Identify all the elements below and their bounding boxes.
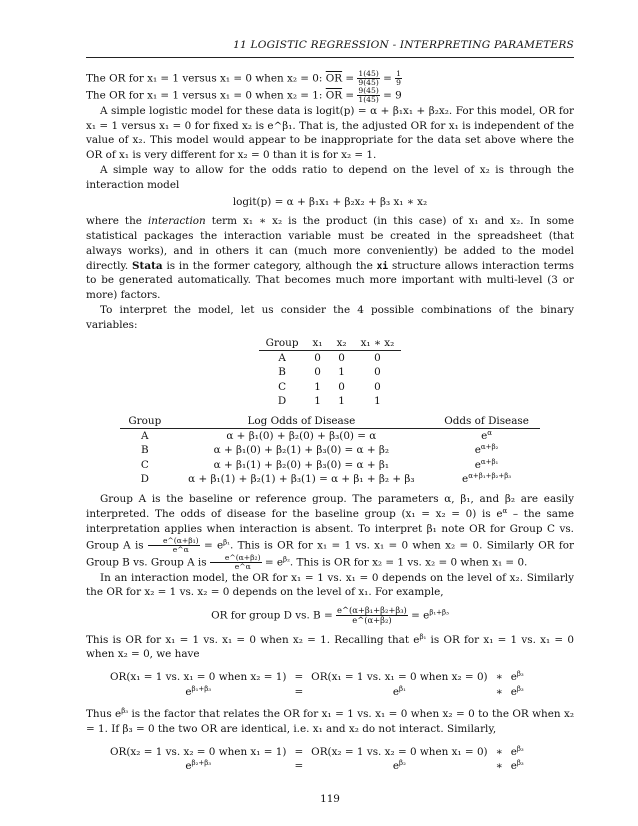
table-row: C 1 0 0 (278, 380, 381, 393)
table-header-row: Group x₁ x₂ x₁ ∗ x₂ (259, 336, 402, 351)
table-row: C α + β₁(1) + β₂(0) + β₃(0) = α + β₁ $e^{\alpha+\beta_1}$ (140, 457, 499, 471)
or-line-1: The OR for x₁ = 1 versus x₁ = 0 when x₂ = 0: $\overline{OR}$ = $\frac{1(45)}{9(45)}$ = $\frac{1}{9}$ (86, 69, 401, 87)
fraction: $\frac{\text{e\textasciicircum{}(α+β₁+β₂+β₃)}}{\text{e\textasciicircum{}(α+β₂)}}$ (337, 605, 407, 625)
binary-combinations-table (259, 336, 402, 407)
equation-row: OR(x₂ = 1 vs. x₂ = 0 when x₁ = 1) = OR(x₂ = 1 vs. x₂ = 0 when x₁ = 0) ∗ $e^{\beta_3}$ (110, 744, 524, 758)
equation-row: OR(x₁ = 1 vs. x₁ = 0 when x₂ = 1) = OR(x₁ = 1 vs. x₁ = 0 when x₂ = 0) ∗ $e^{\beta_3}$ (110, 670, 524, 684)
or-hat: $\overline{OR}$ (325, 89, 343, 102)
fraction: $\frac{\text{e\textasciicircum{}(α+β₂)}}{e\^{}\alpha}$ (210, 554, 262, 571)
table-row: D 1 1 1 (277, 394, 381, 407)
page-number: 119 (320, 793, 340, 805)
or-equation-block-x1 (106, 670, 528, 699)
or-hat: $\overline{OR}$ (325, 72, 343, 85)
paragraph-interaction-term: where the interaction term x₁ ∗ x₂ is the product (in this case) of x₁ and x₂. In some statistical packages the interaction variable must be created in the spreadsheet (that always works), and in others it can (much more conveniently) be added to the model directly. Stata is in the former category, although the xi structure allows interaction terms to be generated automatically. That becomes much more important with multi-level (3 or more) factors. (86, 215, 574, 302)
equation-interaction-model: logit(p) = α + β₁x₁ + β₂x₂ + β₃ x₁ ∗ x₂ (232, 196, 428, 209)
paragraph-recall: This is OR for x₁ = 1 vs. x₁ = 0 when x₂ = 1. Recalling that $e^{\beta_1}$ is OR for x₁ = 1 vs. x₁ = 0 when x₂ = 0, we have (86, 632, 574, 661)
table-row: A 0 0 0 (278, 352, 381, 365)
fraction: $\frac{\text{e\textasciicircum{}(α+β₁)}}{e\^{}\alpha}$ (148, 537, 200, 554)
fraction: $\frac{9(45)}{1(45)}$ (358, 85, 379, 104)
paragraph-simple-model: A simple logistic model for these data is logit(p) = α + β₁x₁ + β₂x₂. For this model, OR for x₁ = 1 versus x₁ = 0 for fixed x₂ is e^β₁. That is, the adjusted OR for x₁ is independent of the value of x₂. This model would appear to be inappropriate for the data set above where the OR of x₁ is very different for x₂ = 0 than it is for x₂ = 1. (86, 104, 574, 162)
running-header: 11 LOGISTIC REGRESSION - INTERPRETING PARAMETERS (233, 39, 574, 51)
or-line-2: The OR for x₁ = 1 versus x₁ = 0 when x₂ = 1: $\overline{OR}$ = $\frac{9(45)}{1(45)}$ = 9 (86, 85, 402, 104)
paragraph-baseline-group: Group A is the baseline or reference group. The parameters α, β₁, and β₂ are easily interpreted. The odds of disease for the baseline group (x₁ = x₂ = 0) is $e^\alpha$ – the same interpretation applies when interaction is absent. To interpret β₁ note OR for Group C vs. Group A is $\frac{\text{e\textasciicircum{}(α+β₁)}}{e\^{}\alpha}$ = $e^{\beta_1}$. This is OR for x₁ = 1 vs. x₁ = 0 when x₂ = 0. Similarly OR for Group B vs. Group A is $\frac{\text{e\textasciicircum{}(α+β₂)}}{e\^{}\alpha}$ = $e^{\beta_2}$. This is OR for x₂ = 1 vs. x₂ = 0 when x₁ = 0. (86, 493, 575, 571)
log-odds-table (120, 414, 540, 487)
table-header-row: Group Log Odds of Disease Odds of Disease (120, 414, 540, 429)
table-row: D α + β₁(1) + β₂(1) + β₃(1) = α + β₁ + β₂ + β₃ $e^{\alpha+\beta_1+\beta_2+\beta_3}$ (140, 472, 512, 486)
table-row: B 0 1 0 (278, 366, 381, 379)
paragraph-beta3-factor: Thus $e^{\beta_3}$ is the factor that relates the OR for x₁ = 1 vs. x₁ = 0 when x₂ = 0 to the OR when x₂ = 1. If β₃ = 0 the two OR are identical, i.e. x₁ and x₂ do not interact. Similarly, (86, 707, 575, 736)
body-text (86, 70, 574, 782)
paragraph-interaction-or: In an interaction model, the OR for x₁ = 1 vs. x₁ = 0 depends on the level of x₂. Similarly the OR for x₂ = 1 vs. x₂ = 0 depends on the level of x₁. For example, (86, 571, 574, 599)
table-row: B α + β₁(0) + β₂(1) + β₃(0) = α + β₂ $e^{\alpha+\beta_2}$ (140, 443, 499, 457)
or-equation-block-x2 (106, 745, 528, 774)
table-row: A α + β₁(0) + β₂(0) + β₃(0) = α $e^\alpha$ (141, 428, 492, 442)
fraction: $\frac{1(45)}{9(45)}$ (358, 69, 379, 87)
fraction: $\frac{1}{9}$ (396, 69, 401, 87)
paragraph-combinations: To interpret the model, let us consider the 4 possible combinations of the binary variables: (86, 303, 574, 331)
paragraph-interaction-intro: A simple way to allow for the odds ratio to depend on the level of x₂ is through the interaction model (86, 163, 574, 191)
equation-d-vs-b: OR for group D vs. B = $\frac{\text{e\textasciicircum{}(α+β₁+β₂+β₃)}}{\text{e\textasciicircum{}(α+β₂)}}$ = $e^{\beta_1+\beta_3}$ (211, 605, 449, 625)
equation-row: $e^{\beta_1+\beta_3}$ = $e^{\beta_1}$ ∗ $e^{\beta_3}$ (185, 684, 524, 698)
equation-row: $e^{\beta_2+\beta_3}$ = $e^{\beta_2}$ ∗ $e^{\beta_3}$ (185, 759, 524, 773)
header-rule (86, 57, 574, 58)
